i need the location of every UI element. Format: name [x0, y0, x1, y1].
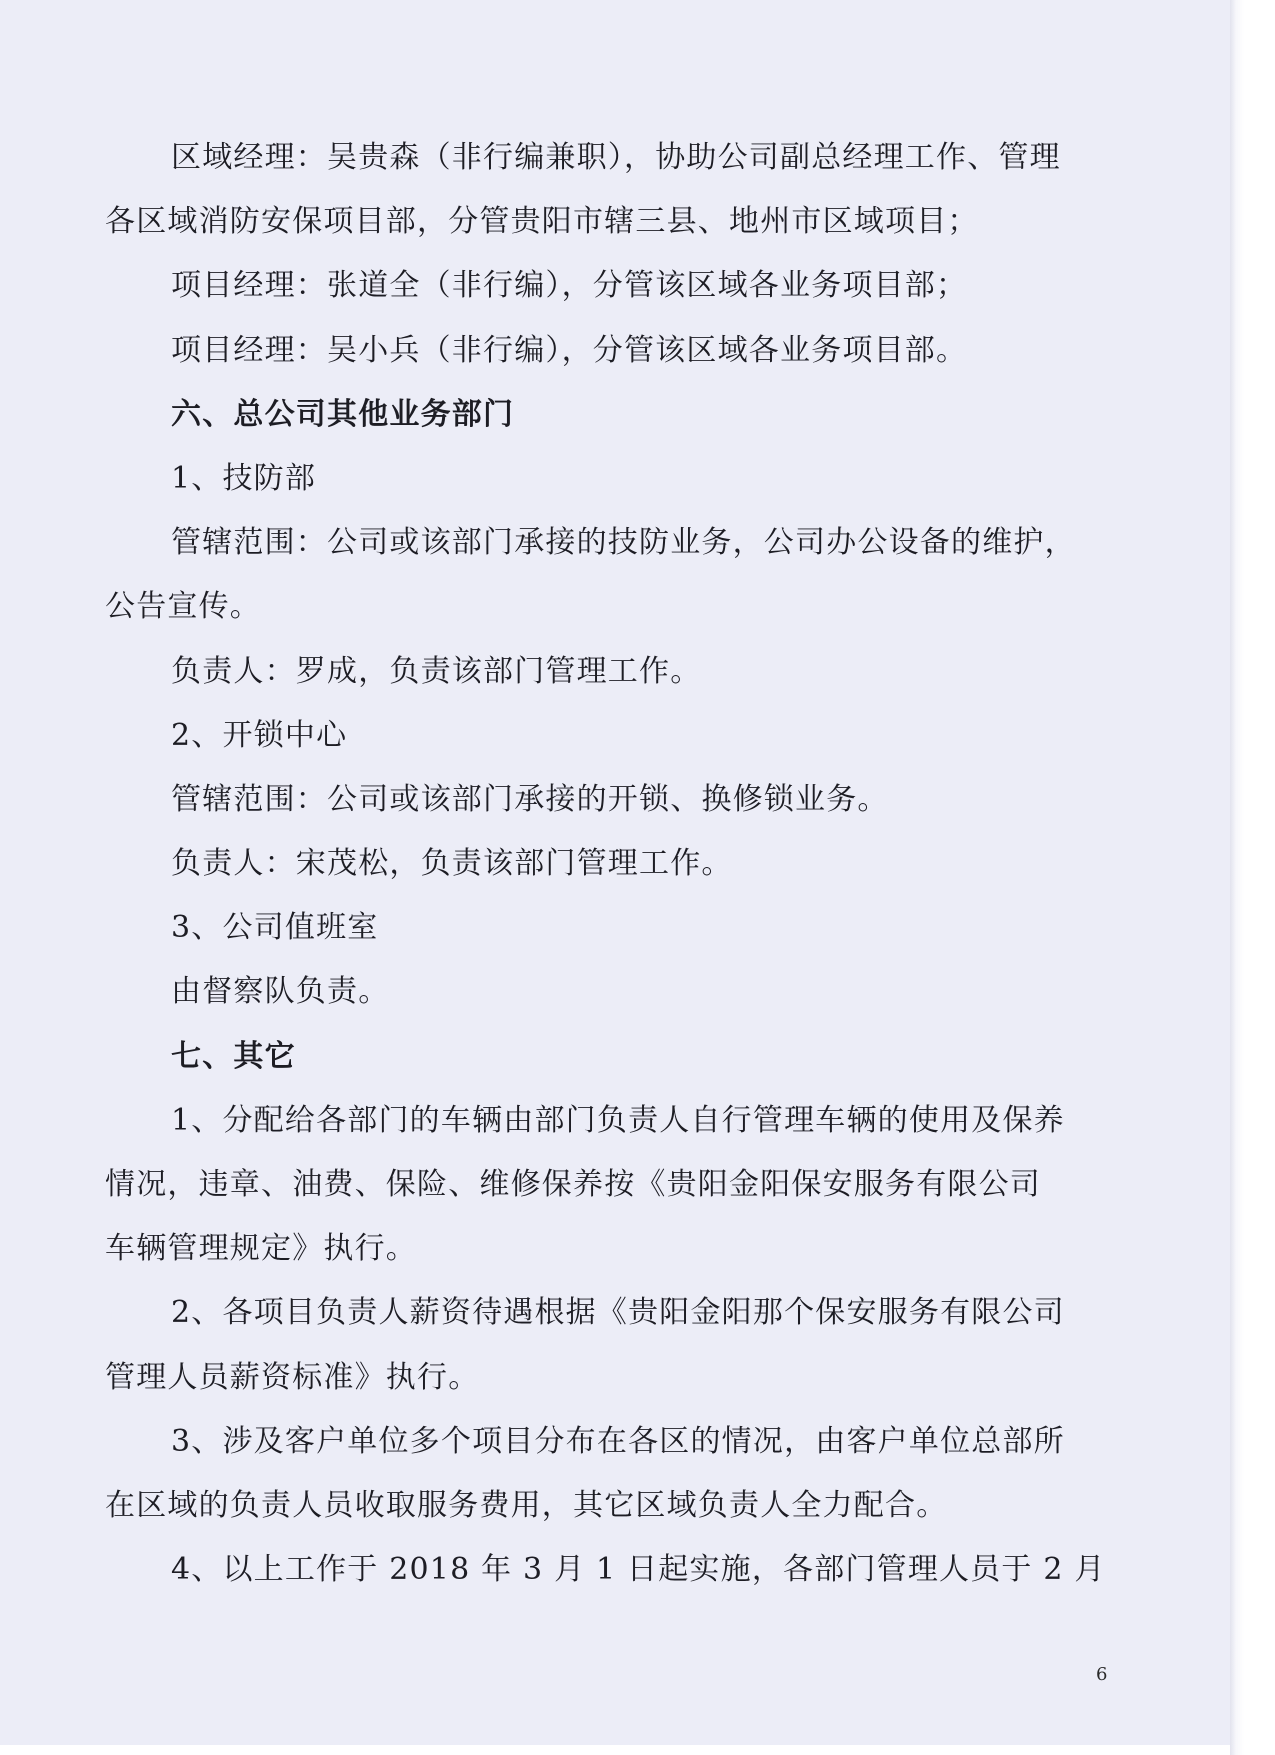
- paragraph-line: 管辖范围：公司或该部门承接的技防业务，公司办公设备的维护，: [171, 525, 1076, 561]
- paragraph-line: 4、以上工作于 2018 年 3 月 1 日起实施，各部门管理人员于 2 月: [171, 1552, 1106, 1588]
- paragraph-line: 公告宣传。: [105, 589, 261, 625]
- paragraph-line: 在区域的负责人员收取服务费用，其它区域负责人全力配合。: [105, 1487, 948, 1523]
- page-number: 6: [1096, 1664, 1108, 1685]
- paragraph-line: 3、涉及客户单位多个项目分布在各区的情况，由客户单位总部所: [171, 1423, 1065, 1459]
- section-heading: 七、其它: [171, 1038, 296, 1074]
- paragraph-line: 2、各项目负责人薪资待遇根据《贵阳金阳那个保安服务有限公司: [171, 1295, 1065, 1331]
- document-body: [105, 126, 1115, 1602]
- paragraph-line: 情况，违章、油费、保险、维修保养按《贵阳金阳保安服务有限公司: [105, 1167, 1041, 1202]
- section-heading: 六、总公司其他业务部门: [171, 396, 515, 432]
- paragraph-line: 1、技防部: [171, 460, 317, 496]
- paragraph-line: 车辆管理规定》执行。: [105, 1231, 417, 1267]
- paragraph-line: 项目经理：张道全（非行编），分管该区域各业务项目部；: [171, 268, 968, 304]
- paragraph-line: 3、公司值班室: [171, 910, 379, 946]
- scan-edge: [1230, 0, 1275, 1755]
- paragraph-line: 由督察队负责。: [171, 974, 390, 1010]
- paragraph-line: 项目经理：吴小兵（非行编），分管该区域各业务项目部。: [171, 332, 968, 368]
- paragraph-line: 负责人：宋茂松，负责该部门管理工作。: [171, 846, 733, 882]
- paragraph-line: 各区域消防安保项目部，分管贵阳市辖三县、地州市区域项目；: [105, 204, 979, 240]
- paragraph-line: 负责人：罗成，负责该部门管理工作。: [171, 653, 702, 689]
- paragraph-line: 2、开锁中心: [171, 717, 348, 753]
- paragraph-line: 1、分配给各部门的车辆由部门负责人自行管理车辆的使用及保养: [171, 1102, 1065, 1138]
- paragraph-line: 区域经理：吴贵森（非行编兼职），协助公司副总经理工作、管理: [171, 140, 1061, 175]
- paragraph-line: 管理人员薪资标准》执行。: [105, 1359, 480, 1395]
- paragraph-line: 管辖范围：公司或该部门承接的开锁、换修锁业务。: [171, 781, 889, 817]
